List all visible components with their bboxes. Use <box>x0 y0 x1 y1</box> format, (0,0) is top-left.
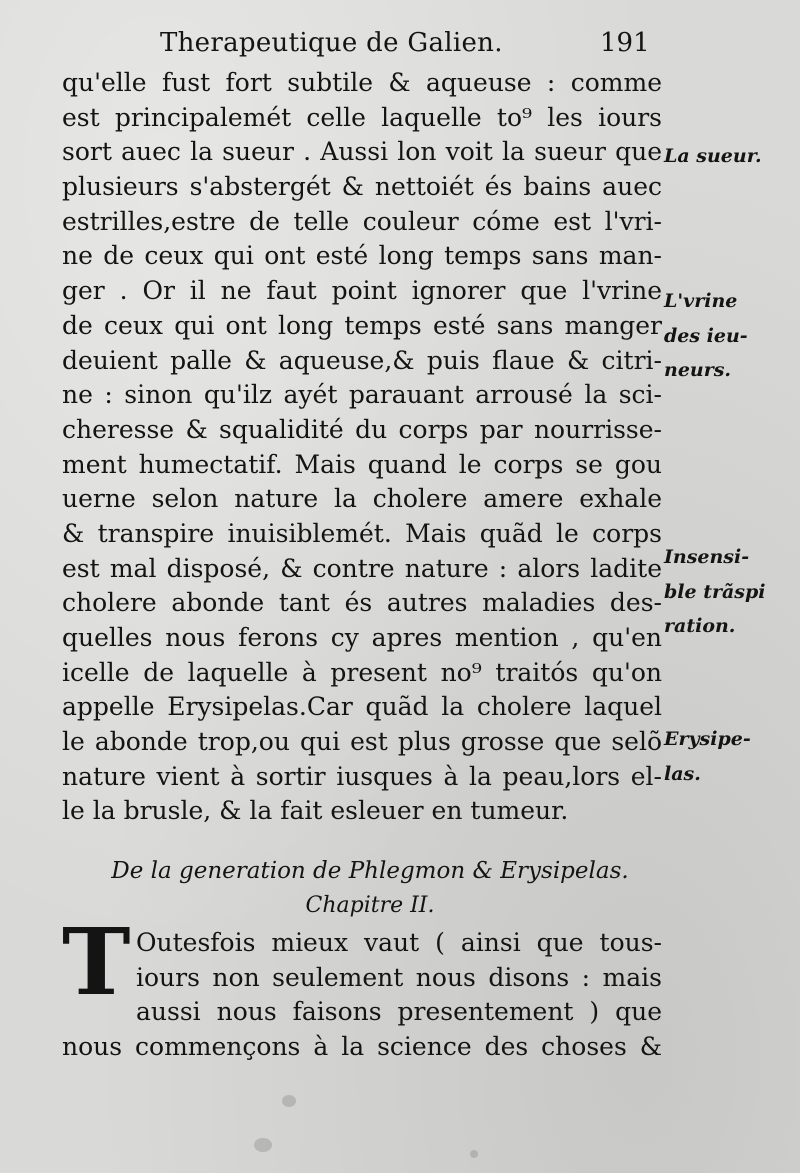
body-line: uerne selon nature la cholere amere exhale <box>62 484 662 514</box>
margin-note-line: neurs. <box>664 359 732 382</box>
body-line: est principalemét celle laquelle to⁹ les iours <box>62 102 662 132</box>
page-number: 191 <box>600 28 650 58</box>
body-line: deuient palle & aqueuse,& puis flaue & citri- <box>62 345 662 375</box>
body-text <box>62 66 662 829</box>
chapter-line: aussi nous faisons presentement ) que <box>136 997 662 1027</box>
body-line: & transpire inuisiblemét. Mais quãd le corps <box>62 518 662 548</box>
body-line: le la brusle, & la fait esleuer en tumeur. <box>62 796 569 826</box>
body-line: ment humectatif. Mais quand le corps se gou <box>62 449 662 479</box>
body-line: ger . Or il ne faut point ignorer que l'vrine <box>62 276 662 306</box>
margin-note-line: ble trãspi <box>664 580 766 603</box>
margin-note-sueur <box>664 139 762 174</box>
chapter-label: Chapitre II. <box>305 893 435 918</box>
margin-note-line: L'vrine <box>664 290 738 312</box>
body-line: cholere abonde tant és autres maladies des- <box>62 588 662 618</box>
body-line: ne de ceux qui ont esté long temps sans man- <box>62 241 662 271</box>
paper-stain <box>470 1150 478 1158</box>
body-line: ne : sinon qu'ilz ayét parauant arrousé la sci- <box>62 380 662 410</box>
body-line: appelle Erysipelas.Car quãd la cholere laquel <box>62 692 662 722</box>
margin-note-line: La sueur. <box>664 145 762 167</box>
margin-note-line: Erysipe- <box>664 728 751 750</box>
paper-stain <box>282 1095 296 1107</box>
body-line: plusieurs s'abstergét & nettoiét és bains auec <box>62 172 662 202</box>
body-line: estrilles,estre de telle couleur cóme est l'vri- <box>62 206 662 236</box>
margin-note-line: Insensi- <box>664 546 750 568</box>
body-line: sort auec la sueur . Aussi lon voit la sueur que <box>62 137 662 167</box>
body-line: est mal disposé, & contre nature : alors ladite <box>62 553 662 583</box>
section-heading: De la generation de Phlegmon & Erysipelas. <box>111 858 629 884</box>
body-line: le abonde trop,ou qui est plus grosse que selõ <box>62 727 662 757</box>
chapter-line: nous commençons à la science des choses & <box>62 1032 662 1062</box>
paper-stain <box>254 1138 272 1152</box>
body-line: quelles nous ferons cy apres mention , qu'en <box>62 623 662 652</box>
margin-note-line: ration. <box>664 615 736 638</box>
margin-note-erysipelas <box>664 722 751 791</box>
body-line: cheresse & squalidité du corps par nourrisse- <box>62 414 662 444</box>
body-line: de ceux qui ont long temps esté sans manger <box>62 310 662 340</box>
chapter-line: iours non seulement nous disons : mais <box>136 962 662 992</box>
margin-note-transpiration <box>664 540 766 644</box>
body-line: qu'elle fust fort subtile & aqueuse : comme <box>62 68 662 97</box>
margin-note-line: las. <box>664 762 701 785</box>
chapter-text <box>62 926 662 1065</box>
chapter-line: Outesfois mieux vaut ( ainsi que tous- <box>136 928 662 957</box>
body-line: nature vient à sortir iusques à la peau,lors el- <box>62 761 662 791</box>
drop-cap: T <box>62 908 131 1016</box>
margin-note-vrine <box>664 284 748 388</box>
body-line: icelle de laquelle à present no⁹ traitós qu'on <box>62 657 662 687</box>
running-head: Therapeutique de Galien. <box>160 28 503 58</box>
margin-note-line: des ieu- <box>664 324 748 347</box>
